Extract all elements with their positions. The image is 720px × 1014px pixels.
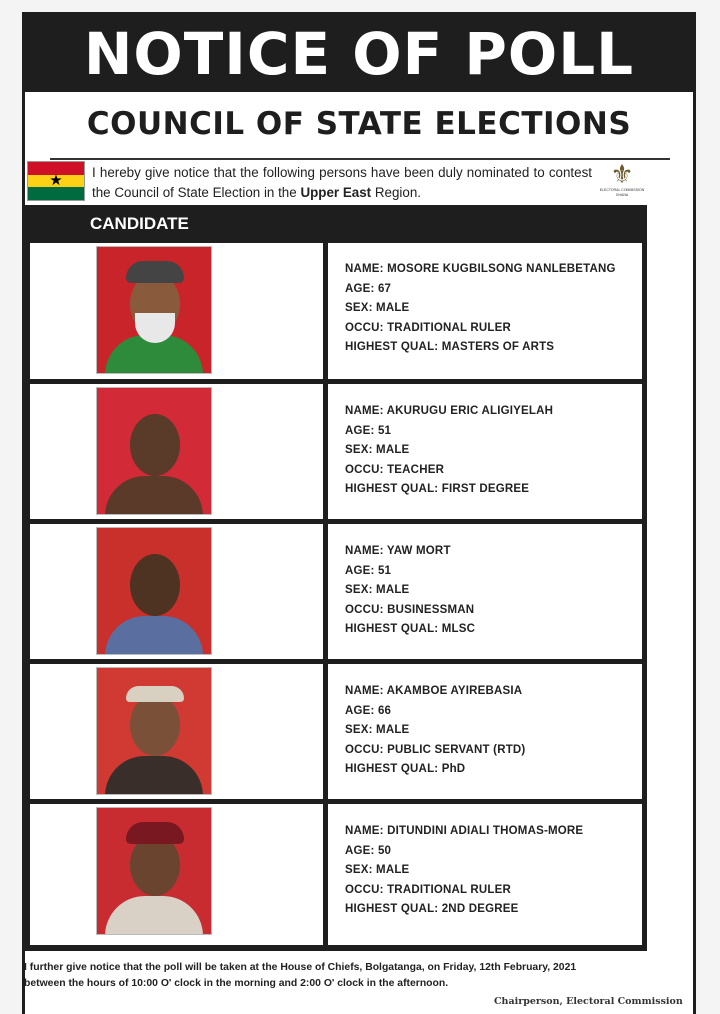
poll-details-line: between the hours of 10:00 O' clock in the morning and 2:00 O' clock in the afternoon. — [24, 978, 449, 989]
table-row — [30, 664, 642, 799]
notice-title: NOTICE OF POLL — [25, 12, 693, 92]
signature-line: Chairperson, Electoral Commission — [494, 996, 683, 1007]
candidate-occupation: OCCU: TRADITIONAL RULER — [345, 321, 512, 334]
candidate-qualification: HIGHEST QUAL: PhD — [345, 763, 466, 776]
candidate-name: NAME: YAW MORT — [345, 545, 451, 557]
photo-cell — [30, 384, 323, 519]
candidate-qualification: HIGHEST QUAL: MLSC — [345, 623, 476, 636]
intro-region: Upper East — [300, 185, 372, 200]
candidate-photo — [96, 246, 212, 374]
candidate-info — [328, 664, 642, 799]
candidate-occupation: OCCU: BUSINESSMAN — [345, 603, 475, 616]
candidate-age: AGE: 66 — [345, 704, 392, 717]
intro-text: I hereby give notice that the following persons have been duly nominated to contest the Council of State Election in the — [92, 165, 592, 200]
table-row — [30, 804, 642, 945]
candidate-info — [328, 384, 642, 519]
candidate-info — [328, 804, 642, 945]
photo-cell — [30, 524, 323, 659]
candidate-occupation: OCCU: PUBLIC SERVANT (RTD) — [345, 743, 526, 756]
ghana-flag-icon: ★ — [27, 161, 85, 201]
candidate-photo — [96, 387, 212, 515]
table-row — [30, 524, 642, 659]
notice-subtitle: COUNCIL OF STATE ELECTIONS — [86, 106, 632, 142]
table-header: CANDIDATE — [90, 214, 189, 233]
candidate-photo — [96, 807, 212, 935]
candidate-photo — [96, 527, 212, 655]
candidate-sex: SEX: MALE — [345, 444, 410, 457]
candidate-age: AGE: 50 — [345, 844, 392, 857]
photo-cell — [30, 804, 323, 945]
candidate-age: AGE: 51 — [345, 424, 392, 437]
candidate-info — [328, 243, 642, 379]
candidate-age: AGE: 51 — [345, 564, 392, 577]
poll-details — [24, 960, 664, 992]
table-row — [30, 384, 642, 519]
intro-text-end: Region. — [371, 185, 422, 200]
candidate-sex: SEX: MALE — [345, 864, 410, 877]
electoral-commission-emblem-icon: ⚜ ELECTORAL COMMISSION GHANA — [599, 159, 645, 197]
intro-paragraph — [92, 163, 592, 203]
candidate-sex: SEX: MALE — [345, 584, 410, 597]
table-row — [30, 243, 642, 379]
candidate-name: NAME: AKURUGU ERIC ALIGIYELAH — [345, 405, 554, 417]
poll-details-line: I further give notice that the poll will be taken at the House of Chiefs, Bolgatanga, on Friday, 12th February, 2021 — [24, 962, 577, 973]
candidate-qualification: HIGHEST QUAL: MASTERS OF ARTS — [345, 341, 555, 354]
candidate-sex: SEX: MALE — [345, 302, 410, 315]
divider — [50, 158, 670, 160]
candidate-age: AGE: 67 — [345, 282, 392, 295]
candidate-name: NAME: DITUNDINI ADIALI THOMAS-MORE — [345, 825, 584, 837]
candidate-name: NAME: AKAMBOE AYIREBASIA — [345, 685, 523, 697]
photo-cell — [30, 243, 323, 379]
candidate-occupation: OCCU: TEACHER — [345, 463, 445, 476]
candidate-qualification: HIGHEST QUAL: 2ND DEGREE — [345, 903, 519, 916]
candidate-info — [328, 524, 642, 659]
candidate-photo — [96, 667, 212, 795]
candidate-name: NAME: MOSORE KUGBILSONG NANLEBETANG — [345, 263, 616, 275]
candidate-occupation: OCCU: TRADITIONAL RULER — [345, 883, 512, 896]
emblem-caption: ELECTORAL COMMISSION GHANA — [599, 188, 645, 197]
photo-cell — [30, 664, 323, 799]
candidate-table — [25, 205, 647, 951]
candidate-qualification: HIGHEST QUAL: FIRST DEGREE — [345, 483, 530, 496]
candidate-sex: SEX: MALE — [345, 724, 410, 737]
